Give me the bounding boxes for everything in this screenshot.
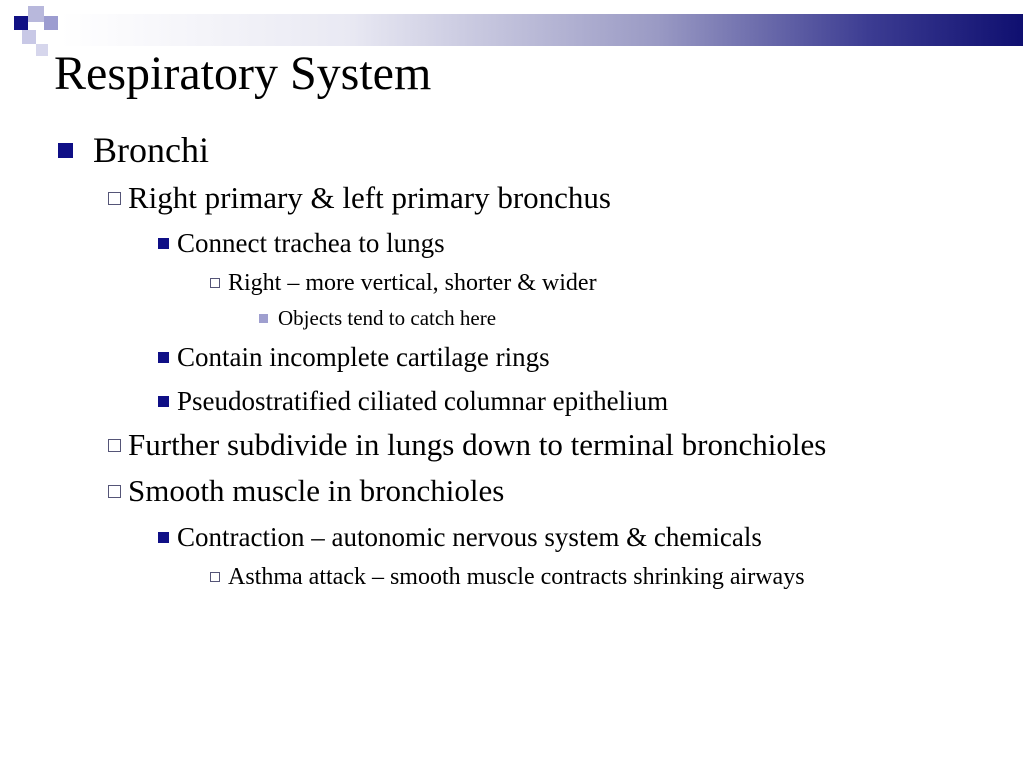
bullet-text: Further subdivide in lungs down to terminal bronchioles	[128, 427, 827, 462]
bullet-level-1	[58, 128, 209, 172]
bullet-text: Bronchi	[93, 130, 209, 170]
hollow-square-bullet-icon	[108, 485, 121, 498]
bullet-text: Objects tend to catch here	[278, 305, 497, 330]
bullet-text: Pseudostratified ciliated columnar epithelium	[177, 385, 669, 416]
bullet-level-3	[158, 226, 445, 260]
bullet-level-3	[158, 384, 668, 418]
bullet-level-2	[108, 472, 504, 510]
bullet-level-3	[158, 520, 762, 554]
bullet-level-5	[259, 304, 496, 332]
hollow-square-bullet-icon	[210, 278, 220, 288]
header-gradient-bar	[60, 14, 1023, 46]
bullet-level-3	[158, 340, 550, 374]
corner-square-decoration	[22, 30, 36, 44]
filled-square-bullet-icon	[158, 396, 169, 407]
corner-square-decoration	[14, 16, 28, 30]
bullet-text: Contain incomplete cartilage rings	[177, 341, 550, 372]
bullet-text: Contraction – autonomic nervous system & chemicals	[177, 521, 762, 552]
bullet-text: Smooth muscle in bronchioles	[128, 473, 505, 508]
bullet-level-4	[210, 562, 805, 592]
bullet-text: Asthma attack – smooth muscle contracts shrinking airways	[228, 563, 805, 590]
bullet-level-2	[108, 179, 611, 217]
bullet-text: Right primary & left primary bronchus	[128, 180, 611, 215]
bullet-text: Right – more vertical, shorter & wider	[228, 269, 597, 296]
filled-square-bullet-icon	[158, 238, 169, 249]
hollow-square-bullet-icon	[108, 192, 121, 205]
corner-square-decoration	[44, 16, 58, 30]
filled-square-bullet-icon	[58, 143, 73, 158]
light-square-bullet-icon	[259, 314, 268, 323]
bullet-level-4	[210, 268, 597, 298]
bullet-level-2	[108, 426, 826, 464]
corner-square-decoration	[36, 44, 48, 56]
filled-square-bullet-icon	[158, 352, 169, 363]
hollow-square-bullet-icon	[210, 572, 220, 582]
slide-title: Respiratory System	[54, 47, 432, 100]
bullet-text: Connect trachea to lungs	[177, 227, 445, 258]
corner-square-decoration	[28, 6, 44, 22]
hollow-square-bullet-icon	[108, 439, 121, 452]
filled-square-bullet-icon	[158, 532, 169, 543]
